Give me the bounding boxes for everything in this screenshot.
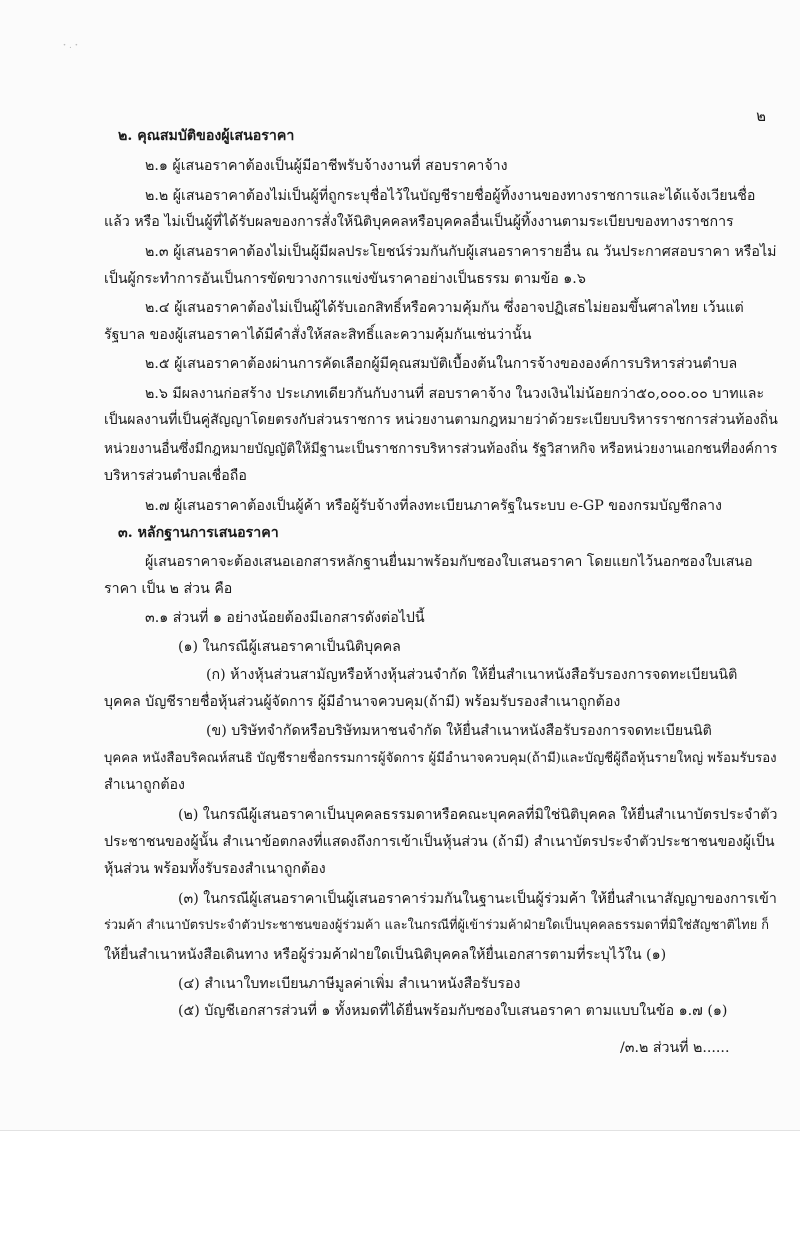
- paragraph-line: แล้ว หรือ ไม่เป็นผู้ที่ได้รับผลของการสั่งให้นิติบุคคลหรือบุคคลอื่นเป็นผู้ทิ้งงานตามระเบียบของทางราชการ: [104, 214, 734, 230]
- paragraph-line: ร่วมค้า สำเนาบัตรประจำตัวประชาชนของผู้ร่วมค้า และในกรณีที่ผู้เข้าร่วมค้าฝ่ายใดเป็นบุคคลธรรมดาที่มิใช่สัญชาติไทย ก็: [104, 918, 770, 933]
- paragraph-line: ๒.๗ ผู้เสนอราคาต้องเป็นผู้ค้า หรือผู้รับจ้างที่ลงทะเบียนภาครัฐในระบบ e-GP ของกรมบัญชีกลาง: [145, 498, 722, 514]
- paragraph-line: ๒.๑ ผู้เสนอราคาต้องเป็นผู้มีอาชีพรับจ้างงานที่ สอบราคาจ้าง: [145, 158, 508, 174]
- paragraph-line: (ข) บริษัทจำกัดหรือบริษัทมหาชนจำกัด ให้ยื่นสำเนาหนังสือรับรองการจดทะเบียนนิติ: [206, 723, 712, 739]
- paragraph-line: ๒.๓ ผู้เสนอราคาต้องไม่เป็นผู้มีผลประโยชน์ร่วมกันกับผู้เสนอราคารายอื่น ณ วันประกาศสอบราคา หรือไม่: [145, 244, 777, 260]
- paragraph-line: ราคา เป็น ๒ ส่วน คือ: [104, 581, 233, 597]
- paragraph-line: ผู้เสนอราคาจะต้องเสนอเอกสารหลักฐานยื่นมาพร้อมกับซองใบเสนอราคา โดยแยกไว้นอกซองใบเสนอ: [145, 554, 753, 570]
- paragraph-line: (๓) ในกรณีผู้เสนอราคาเป็นผู้เสนอราคาร่วมกันในฐานะเป็นผู้ร่วมค้า ให้ยื่นสำเนาสัญญาของการเข้า: [178, 891, 777, 907]
- paragraph-line: หน่วยงานอื่นซึ่งมีกฎหมายบัญญัติให้มีฐานะเป็นราชการบริหารส่วนท้องถิ่น รัฐวิสาหกิจ หรือหน่วยงานเอกชนที่องค์การ: [104, 441, 778, 457]
- paragraph-line: ๒.๒ ผู้เสนอราคาต้องไม่เป็นผู้ที่ถูกระบุชื่อไว้ในบัญชีรายชื่อผู้ทิ้งงานของทางราชการและได้แจ้งเวียนชื่อ: [145, 188, 756, 204]
- paragraph-line: รัฐบาล ของผู้เสนอราคาได้มีคำสั่งให้สละสิทธิ์และความคุ้มกันเช่นว่านั้น: [104, 327, 532, 343]
- paragraph-line: เป็นผู้กระทำการอันเป็นการขัดขวางการแข่งขันราคาอย่างเป็นธรรม ตามข้อ ๑.๖: [104, 271, 586, 287]
- paragraph-line: บุคคล บัญชีรายชื่อหุ้นส่วนผู้จัดการ ผู้มีอำนาจควบคุม(ถ้ามี) พร้อมรับรองสำเนาถูกต้อง: [104, 694, 621, 710]
- paragraph-line: ๒.๖ มีผลงานก่อสร้าง ประเภทเดียวกันกับงานที่ สอบราคาจ้าง ในวงเงินไม่น้อยกว่า๕๐,๐๐๐.๐๐ บาทและ: [145, 386, 765, 402]
- continuation-note: /๓.๒ ส่วนที่ ๒......: [620, 1040, 730, 1056]
- section-heading: ๓. หลักฐานการเสนอราคา: [118, 525, 279, 541]
- page-number: ๒: [756, 107, 766, 125]
- paragraph-line: ๒.๔ ผู้เสนอราคาต้องไม่เป็นผู้ได้รับเอกสิทธิ์หรือความคุ้มกัน ซึ่งอาจปฏิเสธไม่ยอมขึ้นศาลไทย เว้นแต่: [145, 300, 744, 316]
- paragraph-line: (๒) ในกรณีผู้เสนอราคาเป็นบุคคลธรรมดาหรือคณะบุคคลที่มิใช่นิติบุคคล ให้ยื่นสำเนาบัตรประจำตัว: [178, 807, 778, 823]
- paragraph-line: หุ้นส่วน พร้อมทั้งรับรองสำเนาถูกต้อง: [104, 861, 326, 877]
- paragraph-line: บุคคล หนังสือบริคณห์สนธิ บัญชีรายชื่อกรรมการผู้จัดการ ผู้มีอำนาจควบคุม(ถ้ามี)และบัญชีผู้ถือหุ้นรายใหญ่ พร้อมรับรอง: [104, 751, 777, 766]
- paragraph-line: สำเนาถูกต้อง: [104, 777, 185, 793]
- scan-mark: ・.・: [60, 41, 81, 51]
- paragraph-line: (ก) ห้างหุ้นส่วนสามัญหรือห้างหุ้นส่วนจำกัด ให้ยื่นสำเนาหนังสือรับรองการจดทะเบียนนิติ: [206, 667, 738, 683]
- paragraph-line: (๔) สำเนาใบทะเบียนภาษีมูลค่าเพิ่ม สำเนาหนังสือรับรอง: [178, 976, 521, 992]
- paragraph-line: ประชาชนของผู้นั้น สำเนาข้อตกลงที่แสดงถึงการเข้าเป็นหุ้นส่วน (ถ้ามี) สำเนาบัตรประจำตัวประชาชนของผู้เป็น: [104, 834, 775, 850]
- paragraph-line: ๒.๕ ผู้เสนอราคาต้องผ่านการคัดเลือกผู้มีคุณสมบัติเบื้องต้นในการจ้างขององค์การบริหารส่วนตำบล: [145, 356, 738, 372]
- paragraph-line: ให้ยื่นสำเนาหนังสือเดินทาง หรือผู้ร่วมค้าฝ่ายใดเป็นนิติบุคคลให้ยื่นเอกสารตามที่ระบุไว้ใน (๑): [104, 947, 667, 963]
- blank-margin: [0, 1131, 800, 1257]
- paragraph-line: เป็นผลงานที่เป็นคู่สัญญาโดยตรงกับส่วนราชการ หน่วยงานตามกฎหมายว่าด้วยระเบียบบริหารราชการส่วนท้องถิ่น: [104, 412, 778, 428]
- paragraph-line: บริหารส่วนตำบลเชื่อถือ: [104, 468, 247, 484]
- section-heading: ๒. คุณสมบัติของผู้เสนอราคา: [118, 128, 295, 144]
- paragraph-line: (๕) บัญชีเอกสารส่วนที่ ๑ ทั้งหมดที่ได้ยื่นพร้อมกับซองใบเสนอราคา ตามแบบในข้อ ๑.๗ (๑): [178, 1003, 728, 1019]
- paragraph-line: (๑) ในกรณีผู้เสนอราคาเป็นนิติบุคคล: [178, 639, 401, 655]
- paragraph-line: ๓.๑ ส่วนที่ ๑ อย่างน้อยต้องมีเอกสารดังต่อไปนี้: [145, 610, 425, 626]
